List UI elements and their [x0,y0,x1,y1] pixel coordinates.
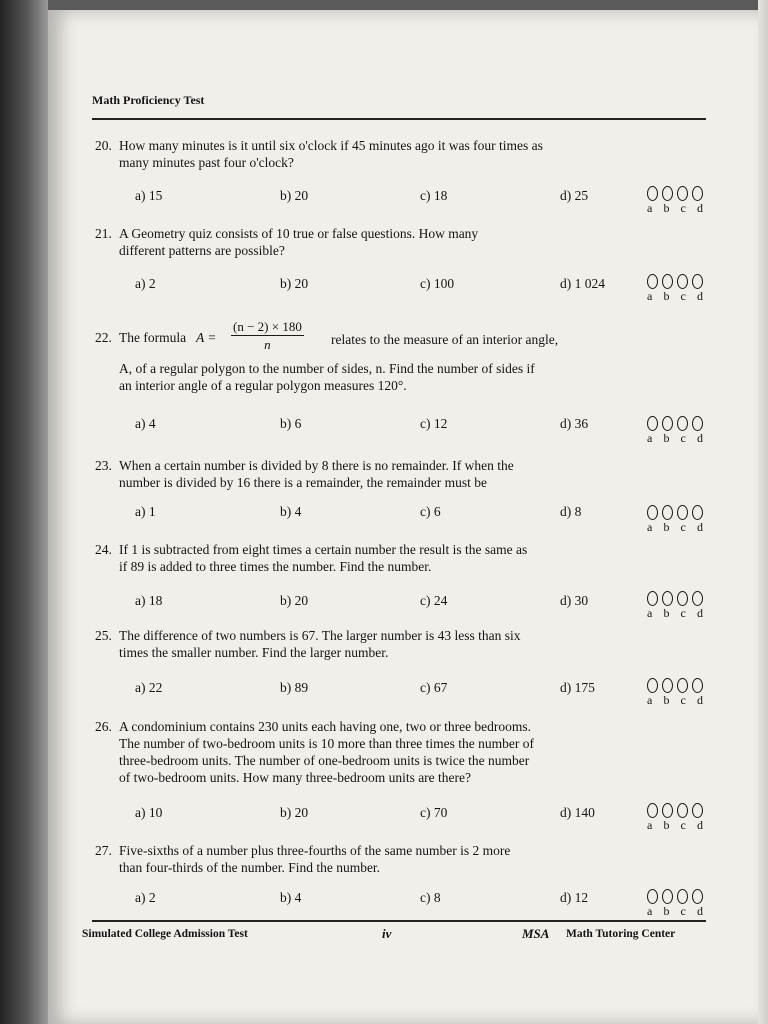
msa-logo: MSA [522,926,550,941]
answer-bubble-d[interactable] [692,416,703,431]
option-d: d) 140 [560,805,595,820]
question-27 [95,842,615,876]
answer-bubble-d[interactable] [692,803,703,818]
question-line: A condominium contains 230 units each having one, two or three bedrooms. [119,719,532,734]
answer-bubble-d[interactable] [692,274,703,289]
answer-bubbles-21 [645,274,705,302]
question-number: 20. [95,138,112,153]
bubble-letter: b [663,201,670,215]
formula-numerator: (n − 2) × 180 [233,319,302,334]
question-number: 23. [95,458,112,473]
options-25 [135,680,615,698]
question-line: If 1 is subtracted from eight times a certain number the result is the same as [119,542,528,557]
options-21 [135,276,615,294]
answer-bubble-a[interactable] [647,505,658,520]
bubble-letter: c [680,818,686,832]
option-d: d) 1 024 [560,276,605,291]
question-line: three-bedroom units. The number of one-bedroom units is twice the number [119,753,530,768]
question-line: When a certain number is divided by 8 there is no remainder. If when the [119,458,514,473]
answer-bubbles-25 [645,678,705,706]
option-d: d) 36 [560,416,589,431]
option-a: a) 4 [135,416,156,431]
answer-bubble-d[interactable] [692,591,703,606]
option-d: d) 30 [560,593,589,608]
bubble-letter: b [663,431,670,445]
bubble-letter: a [647,431,653,445]
bubble-letter: c [680,904,686,918]
formula-prefix: The formula [119,330,187,345]
answer-bubbles-26 [645,803,705,831]
question-number: 22. [95,330,112,345]
question-line: How many minutes is it until six o'clock if 45 minutes ago it was four times as [119,138,543,153]
bubble-letter: b [663,818,670,832]
answer-bubble-d[interactable] [692,186,703,201]
answer-bubble-b[interactable] [662,803,673,818]
answer-bubble-b[interactable] [662,505,673,520]
option-b: b) 20 [280,276,309,291]
bubble-letter: c [680,693,686,707]
options-23 [135,504,615,522]
question-line: The number of two-bedroom units is 10 more than three times the number of [119,736,535,751]
bubble-letter: d [696,904,703,918]
bubble-letter: c [680,520,686,534]
answer-bubble-a[interactable] [647,274,658,289]
question-25 [95,627,615,661]
option-c: c) 8 [420,890,441,905]
question-line: an interior angle of a regular polygon measures 120°. [119,378,407,393]
bubble-letter: b [663,289,670,303]
bubble-letter: d [696,431,703,445]
answer-bubbles-20 [645,186,705,214]
answer-bubble-b[interactable] [662,274,673,289]
option-c: c) 70 [420,805,448,820]
answer-bubble-c[interactable] [677,678,688,693]
question-21 [95,225,615,259]
question-number: 24. [95,542,112,557]
option-a: a) 2 [135,276,156,291]
answer-bubble-c[interactable] [677,505,688,520]
answer-bubble-c[interactable] [677,889,688,904]
question-number: 26. [95,719,112,734]
option-a: a) 18 [135,593,163,608]
bubble-letter: b [663,520,670,534]
bubble-letter: b [663,693,670,707]
answer-bubble-d[interactable] [692,889,703,904]
bubble-letter: c [680,431,686,445]
option-c: c) 12 [420,416,448,431]
footer-left: Simulated College Admission Test [82,928,248,940]
footer-right: Math Tutoring Center [566,928,676,940]
answer-bubbles-23 [645,505,705,533]
question-line: A, of a regular polygon to the number of sides, n. Find the number of sides if [119,361,535,376]
answer-bubble-c[interactable] [677,591,688,606]
question-22 [95,320,615,394]
option-c: c) 100 [420,276,455,291]
page-number: iv [382,926,392,941]
bubble-letter: a [647,201,653,215]
answer-bubbles-27 [645,889,705,917]
option-d: d) 175 [560,680,595,695]
answer-bubble-b[interactable] [662,889,673,904]
answer-bubble-c[interactable] [677,274,688,289]
option-a: a) 15 [135,188,163,203]
header-rule [92,118,706,120]
option-a: a) 1 [135,504,156,519]
bubble-letter: d [696,201,703,215]
bubble-letter: b [663,606,670,620]
answer-bubble-b[interactable] [662,186,673,201]
answer-bubble-c[interactable] [677,803,688,818]
answer-bubble-a[interactable] [647,186,658,201]
formula-denominator: n [264,337,271,352]
option-b: b) 20 [280,805,309,820]
options-20 [135,188,615,206]
option-d: d) 25 [560,188,589,203]
answer-bubble-a[interactable] [647,803,658,818]
option-d: d) 12 [560,890,589,905]
answer-bubble-a[interactable] [647,889,658,904]
bubble-letter: a [647,606,653,620]
options-27 [135,890,615,908]
page-binding-shadow [0,0,48,1024]
question-line: if 89 is added to three times the number. Find the number. [119,559,432,574]
question-line: A Geometry quiz consists of 10 true or false questions. How many [119,226,479,241]
bubble-letter: c [680,606,686,620]
option-a: a) 22 [135,680,163,695]
option-b: b) 20 [280,593,309,608]
page-header: Math Proficiency Test [92,93,205,107]
option-c: c) 67 [420,680,448,695]
answer-bubble-c[interactable] [677,416,688,431]
question-number: 27. [95,843,112,858]
option-a: a) 2 [135,890,156,905]
formula-lhs: A = [196,330,217,345]
answer-bubble-c[interactable] [677,186,688,201]
options-24 [135,593,615,611]
question-23 [95,457,615,491]
options-22 [135,416,615,434]
answer-bubble-a[interactable] [647,591,658,606]
answer-bubble-d[interactable] [692,505,703,520]
formula-fraction [231,318,304,353]
question-line: The difference of two numbers is 67. The larger number is 43 less than six [119,628,521,643]
option-b: b) 20 [280,188,309,203]
options-26 [135,805,615,823]
bubble-letter: a [647,818,653,832]
bubble-letter: d [696,289,703,303]
question-line: many minutes past four o'clock? [119,155,294,170]
question-26 [95,718,615,786]
question-line: than four-thirds of the number. Find the number. [119,860,381,875]
option-c: c) 6 [420,504,441,519]
question-line: of two-bedroom units. How many three-bedroom units are there? [119,770,472,785]
bubble-letter: b [663,904,670,918]
bubble-letter: a [647,520,653,534]
question-line: Five-sixths of a number plus three-fourths of the same number is 2 more [119,843,511,858]
answer-bubbles-22 [645,416,705,444]
question-line: times the smaller number. Find the larger number. [119,645,389,660]
question-number: 21. [95,226,112,241]
answer-bubble-d[interactable] [692,678,703,693]
question-number: 25. [95,628,112,643]
bubble-letter: d [696,818,703,832]
bubble-letter: a [647,289,653,303]
question-24 [95,541,615,575]
option-a: a) 10 [135,805,163,820]
answer-bubble-a[interactable] [647,678,658,693]
answer-bubble-a[interactable] [647,416,658,431]
bubble-letter: a [647,904,653,918]
answer-bubbles-24 [645,591,705,619]
bubble-letter: d [696,693,703,707]
footer-rule [92,920,706,922]
option-c: c) 18 [420,188,448,203]
answer-bubble-b[interactable] [662,416,673,431]
question-line: number is divided by 16 there is a remainder, the remainder must be [119,475,487,490]
bubble-letter: a [647,693,653,707]
page-edge [758,0,768,1024]
option-b: b) 6 [280,416,302,431]
bubble-letter: c [680,201,686,215]
answer-bubble-b[interactable] [662,678,673,693]
option-b: b) 4 [280,890,302,905]
option-d: d) 8 [560,504,582,519]
option-b: b) 4 [280,504,302,519]
bubble-letter: d [696,606,703,620]
answer-bubble-b[interactable] [662,591,673,606]
question-20 [95,137,615,171]
option-c: c) 24 [420,593,448,608]
formula-suffix: relates to the measure of an interior angle, [331,332,559,347]
option-b: b) 89 [280,680,309,695]
bubble-letter: c [680,289,686,303]
question-line: different patterns are possible? [119,243,285,258]
bubble-letter: d [696,520,703,534]
